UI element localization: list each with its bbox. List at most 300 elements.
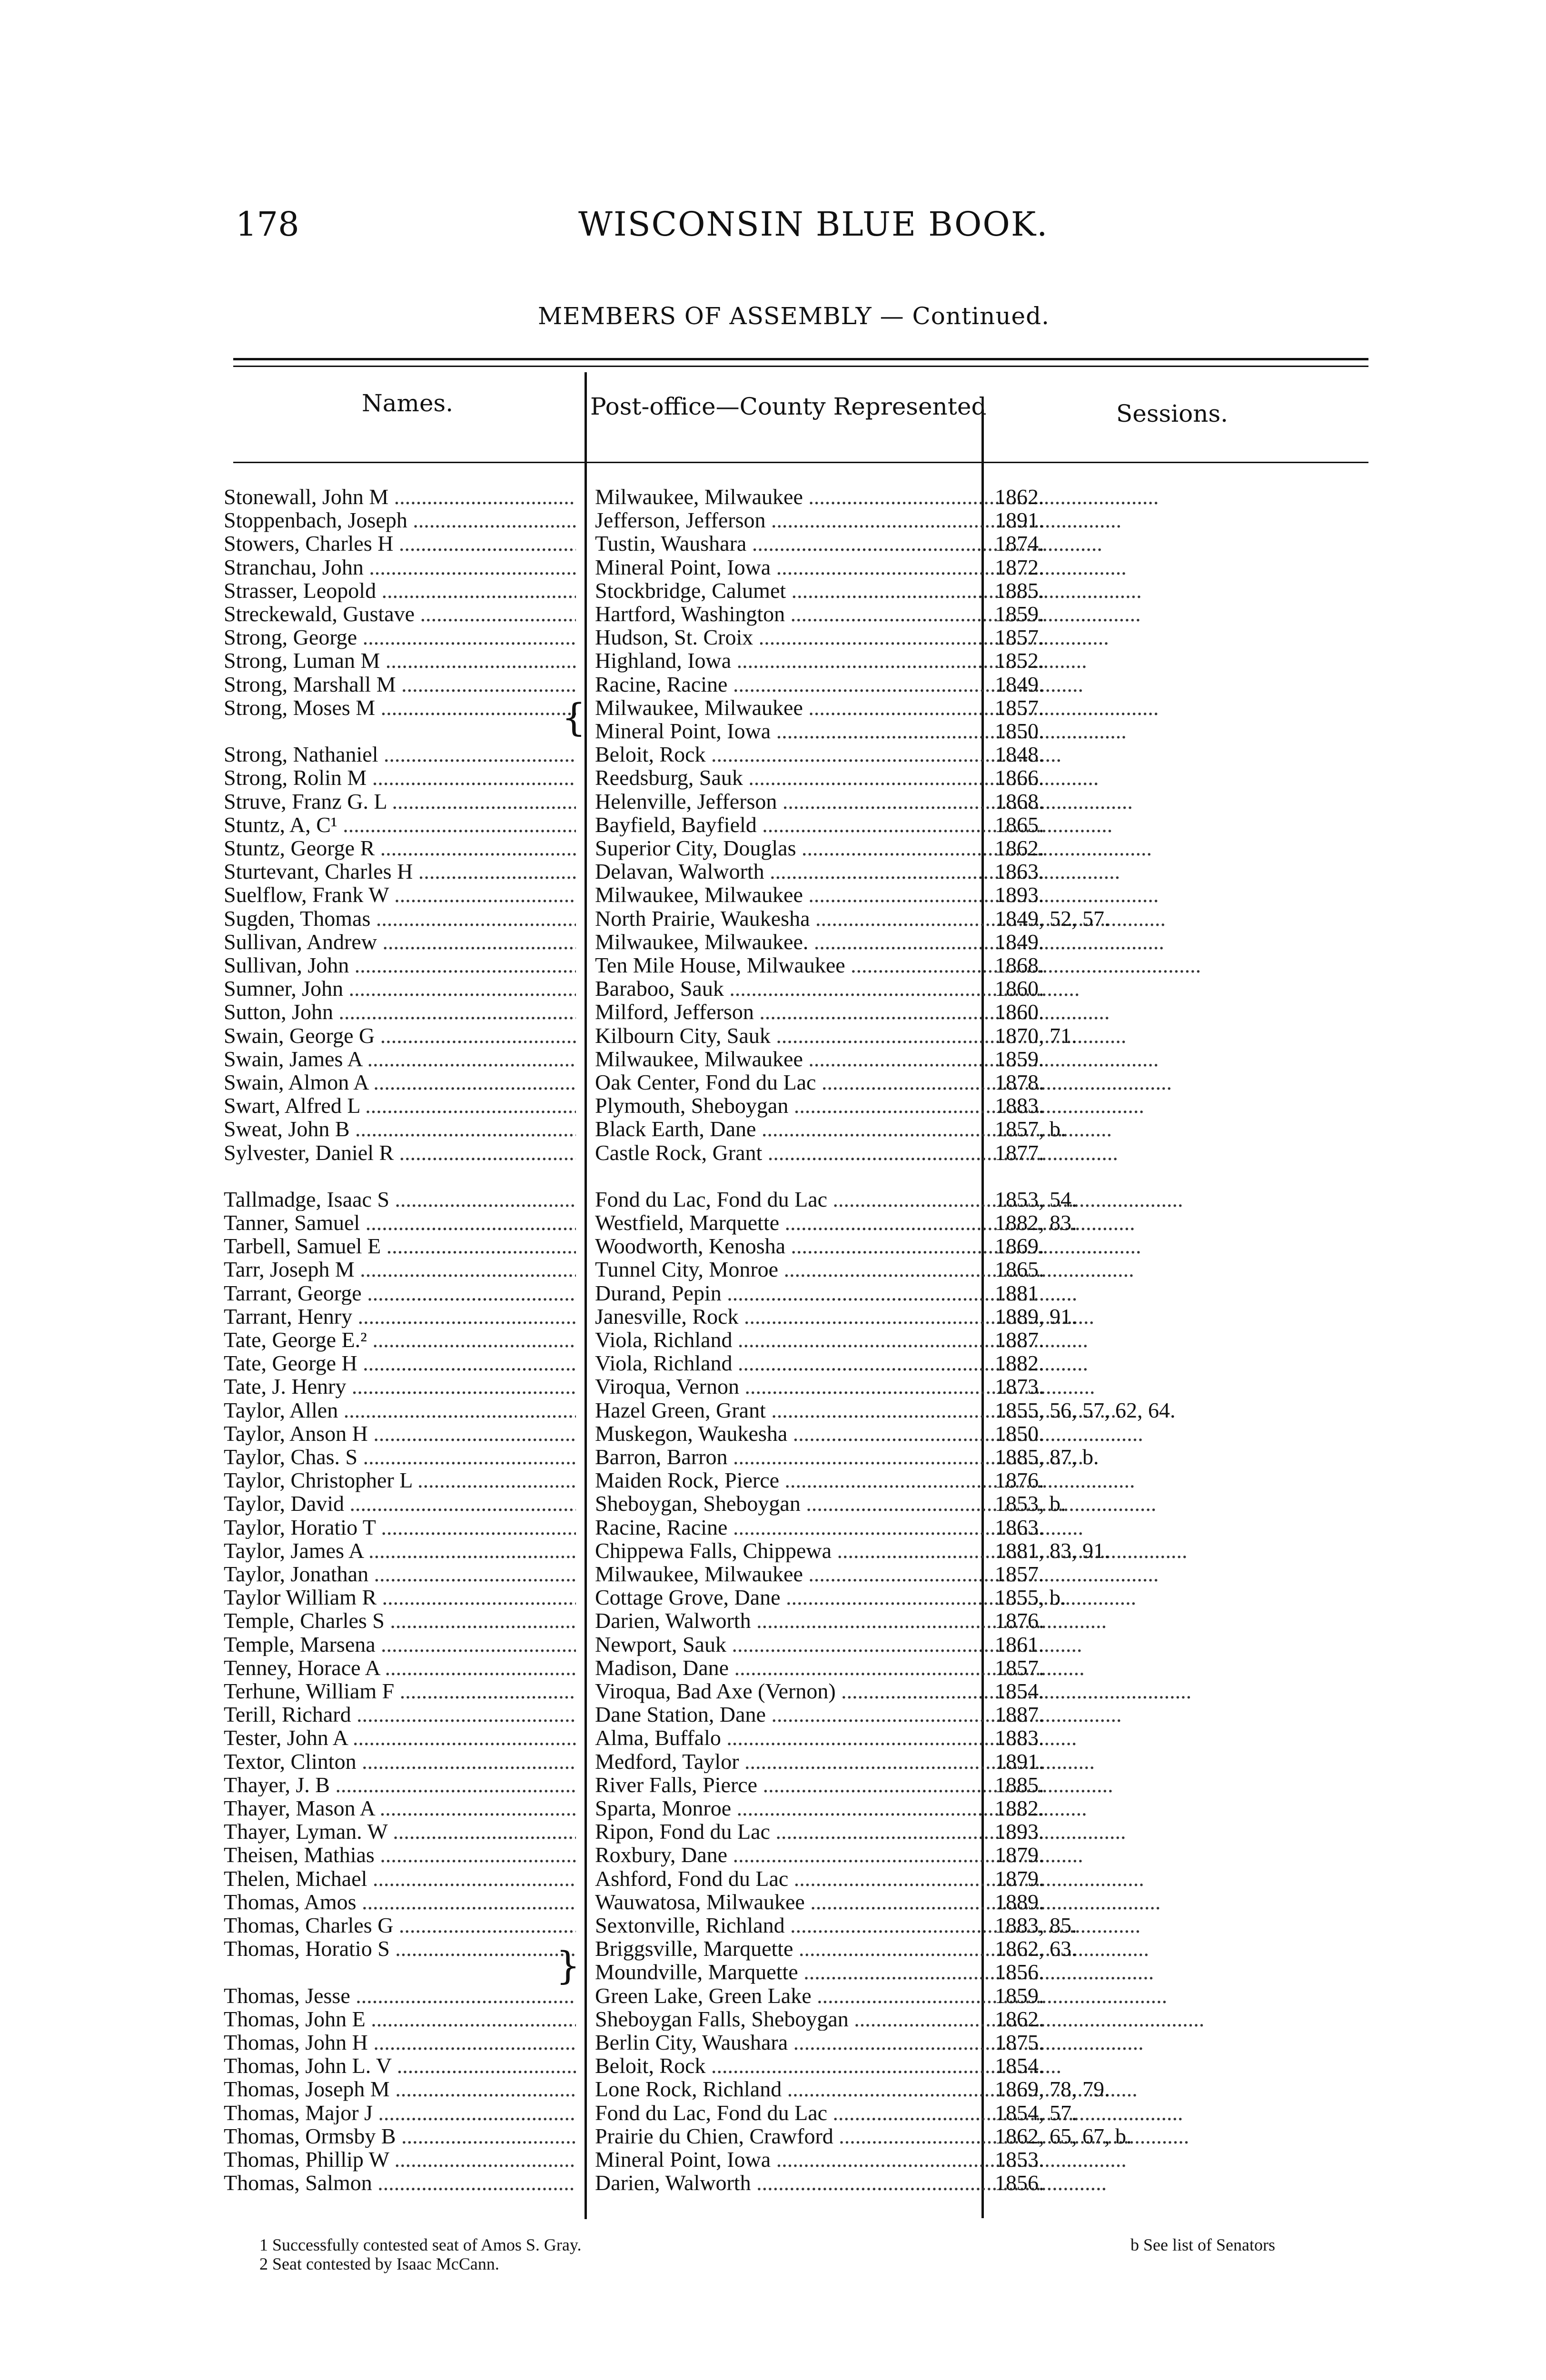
member-sessions: 1868. xyxy=(995,789,1044,813)
member-row xyxy=(224,509,1376,532)
member-post-office: Milwaukee, Milwaukee ..... xyxy=(595,486,1209,509)
member-name: Streckewald, Gustave ..... xyxy=(224,603,576,626)
member-name: Sweat, John B ..... xyxy=(224,1118,576,1141)
member-row xyxy=(224,603,1376,626)
member-row xyxy=(224,1563,1376,1586)
member-sessions: 1893. xyxy=(995,1819,1044,1844)
member-name: Thayer, Mason A ..... xyxy=(224,1797,576,1820)
member-post-office: Sheboygan, Sheboygan ..... xyxy=(595,1492,1209,1516)
member-row xyxy=(224,626,1376,649)
member-name: Tate, George H ..... xyxy=(224,1352,576,1375)
member-sessions: 1875. xyxy=(995,2030,1044,2054)
member-name: Tarbell, Samuel E ..... xyxy=(224,1235,576,1258)
member-sessions: 1874. xyxy=(995,531,1044,556)
member-sessions: 1859. xyxy=(995,1983,1044,2008)
member-post-office: North Prairie, Waukesha ..... xyxy=(595,907,1209,931)
member-post-office: Baraboo, Sauk ..... xyxy=(595,977,1209,1001)
member-name: Thomas, Phillip W ..... xyxy=(224,2148,576,2172)
member-name: Stuntz, George R ..... xyxy=(224,837,576,860)
member-sessions: 1869, 78, 79. xyxy=(995,2077,1110,2102)
member-post-office: Sheboygan Falls, Sheboygan ..... xyxy=(595,2008,1209,2031)
member-post-office: Milwaukee, Milwaukee. ..... xyxy=(595,931,1209,954)
member-name: Swain, Almon A ..... xyxy=(224,1071,576,1094)
member-name: Sturtevant, Charles H ..... xyxy=(224,860,576,883)
member-post-office: Beloit, Rock ..... xyxy=(595,743,1209,766)
member-sessions: 1885. xyxy=(995,1772,1044,1797)
member-name: Strong, Nathaniel ..... xyxy=(224,743,576,766)
member-sessions: 1863. xyxy=(995,1515,1044,1539)
member-row xyxy=(224,1937,1376,1961)
member-row xyxy=(224,486,1376,509)
member-row xyxy=(224,1399,1376,1422)
member-row xyxy=(224,1024,1376,1048)
member-sessions: 1860. xyxy=(995,976,1044,1001)
member-name: Taylor, Chas. S ..... xyxy=(224,1446,576,1469)
member-post-office: Lone Rock, Richland ..... xyxy=(595,2078,1209,2101)
member-post-office: Darien, Walworth ..... xyxy=(595,1609,1209,1633)
member-post-office: Fond du Lac, Fond du Lac ..... xyxy=(595,2102,1209,2125)
member-sessions: 1883. xyxy=(995,1726,1044,1750)
member-name: Sylvester, Daniel R ..... xyxy=(224,1141,576,1165)
member-sessions: 1857. xyxy=(995,1655,1044,1680)
member-sessions: 1854, 57. xyxy=(995,2100,1077,2125)
member-name: Thomas, Amos ..... xyxy=(224,1891,576,1914)
member-sessions: 1869. xyxy=(995,1234,1044,1259)
member-post-office: River Falls, Pierce ..... xyxy=(595,1774,1209,1797)
member-row xyxy=(224,2148,1376,2172)
member-sessions: 1889, 91. xyxy=(995,1304,1077,1329)
member-post-office: Reedsburg, Sauk ..... xyxy=(595,766,1209,790)
member-name: Sullivan, Andrew ..... xyxy=(224,931,576,954)
member-post-office: Briggsville, Marquette ..... xyxy=(595,1937,1209,1961)
member-row xyxy=(224,1984,1376,2008)
member-row xyxy=(224,1282,1376,1305)
member-row xyxy=(224,579,1376,603)
member-sessions: 1860. xyxy=(995,1000,1044,1024)
member-name: Thelen, Michael ..... xyxy=(224,1867,576,1891)
member-name: Temple, Marsena ..... xyxy=(224,1633,576,1656)
member-post-office: Darien, Walworth ..... xyxy=(595,2172,1209,2195)
member-post-office: Durand, Pepin ..... xyxy=(595,1282,1209,1305)
member-post-office: Mineral Point, Iowa ..... xyxy=(595,556,1209,579)
member-post-office: Milwaukee, Milwaukee ..... xyxy=(595,883,1209,907)
member-row xyxy=(224,1422,1376,1446)
member-post-office: Ashford, Fond du Lac ..... xyxy=(595,1867,1209,1891)
member-name: Taylor, Anson H ..... xyxy=(224,1422,576,1446)
member-name: Tarrant, George ..... xyxy=(224,1282,576,1305)
member-name: Taylor, Christopher L ..... xyxy=(224,1469,576,1492)
member-post-office: Madison, Dane ..... xyxy=(595,1656,1209,1680)
member-row xyxy=(224,1703,1376,1726)
member-sessions: 1870, 71. xyxy=(995,1023,1077,1048)
member-sessions: 1882. xyxy=(995,1796,1044,1820)
member-row xyxy=(224,1211,1376,1235)
book-title: WISCONSIN BLUE BOOK. xyxy=(578,205,1049,244)
member-sessions: 1848. xyxy=(995,742,1044,767)
member-name: Thayer, Lyman. W ..... xyxy=(224,1820,576,1844)
member-name: Suelflow, Frank W ..... xyxy=(224,883,576,907)
member-row xyxy=(224,1001,1376,1024)
member-sessions: 1849, 52, 57. xyxy=(995,906,1110,931)
member-name: Tallmadge, Isaac S ..... xyxy=(224,1188,576,1211)
member-name: Taylor, David ..... xyxy=(224,1492,576,1516)
member-name: Swain, George G ..... xyxy=(224,1024,576,1048)
member-post-office: Jefferson, Jefferson ..... xyxy=(595,509,1209,532)
member-name: Stranchau, John ..... xyxy=(224,556,576,579)
member-name: Tarr, Joseph M ..... xyxy=(224,1258,576,1281)
member-sessions: 1857, b. xyxy=(995,1117,1066,1141)
member-post-office: Wauwatosa, Milwaukee ..... xyxy=(595,1891,1209,1914)
member-row xyxy=(224,954,1376,977)
member-post-office: Medford, Taylor ..... xyxy=(595,1750,1209,1774)
member-sessions: 1889. xyxy=(995,1889,1044,1914)
member-sessions: 1882, 83. xyxy=(995,1210,1077,1235)
member-name: Sumner, John ..... xyxy=(224,977,576,1001)
member-name: Taylor, James A ..... xyxy=(224,1539,576,1563)
member-name: Strong, Marshall M ..... xyxy=(224,673,576,696)
member-post-office: Bayfield, Bayfield ..... xyxy=(595,813,1209,837)
member-post-office: Mineral Point, Iowa ..... xyxy=(595,720,1209,743)
member-row xyxy=(224,766,1376,790)
member-post-office: Westfield, Marquette ..... xyxy=(595,1211,1209,1235)
member-sessions: 1876. xyxy=(995,1608,1044,1633)
member-name: Swain, James A ..... xyxy=(224,1048,576,1071)
member-sessions: 1866. xyxy=(995,765,1044,790)
member-post-office: Milford, Jefferson ..... xyxy=(595,1001,1209,1024)
member-sessions: 1865. xyxy=(995,1257,1044,1282)
member-name: Sutton, John ..... xyxy=(224,1001,576,1024)
member-row xyxy=(224,1446,1376,1469)
brace-thomas-horatio: } xyxy=(556,1944,580,1988)
member-name: Tate, George E.² ..... xyxy=(224,1329,576,1352)
member-row xyxy=(224,1680,1376,1703)
names-column-header: Names. xyxy=(362,389,454,417)
member-post-office: Viroqua, Bad Axe (Vernon) ..... xyxy=(595,1680,1209,1703)
member-sessions: 1881 xyxy=(995,1280,1039,1305)
member-row xyxy=(224,2102,1376,2125)
member-row xyxy=(224,2008,1376,2031)
member-sessions: 1883, 85. xyxy=(995,1913,1077,1937)
member-name: Terill, Richard ..... xyxy=(224,1703,576,1726)
member-post-office: Woodworth, Kenosha ..... xyxy=(595,1235,1209,1258)
sessions-column-header: Sessions. xyxy=(1116,400,1229,427)
member-post-office: Plymouth, Sheboygan ..... xyxy=(595,1094,1209,1118)
member-name: Thomas, Horatio S ..... xyxy=(224,1937,576,1961)
member-row xyxy=(224,931,1376,954)
member-sessions: 1862. xyxy=(995,2006,1044,2031)
member-name: Taylor, Allen ..... xyxy=(224,1399,576,1422)
page-number: 178 xyxy=(236,205,299,244)
member-post-office: Oak Center, Fond du Lac ..... xyxy=(595,1071,1209,1094)
member-name: Temple, Charles S ..... xyxy=(224,1609,576,1633)
member-row xyxy=(224,1469,1376,1492)
member-post-office: Barron, Barron ..... xyxy=(595,1446,1209,1469)
member-name: Stowers, Charles H ..... xyxy=(224,532,576,555)
member-row xyxy=(224,1609,1376,1633)
member-row xyxy=(224,837,1376,860)
member-row xyxy=(224,790,1376,813)
member-row xyxy=(224,556,1376,579)
member-row xyxy=(224,1656,1376,1680)
member-sessions: 1878. xyxy=(995,1070,1044,1094)
member-row xyxy=(224,2054,1376,2078)
member-post-office: Maiden Rock, Pierce ..... xyxy=(595,1469,1209,1492)
member-name: Thomas, John L. V ..... xyxy=(224,2054,576,2078)
member-row xyxy=(224,2078,1376,2101)
member-name: Swart, Alfred L ..... xyxy=(224,1094,576,1118)
member-row xyxy=(224,1329,1376,1352)
member-name: Strong, Moses M ..... xyxy=(224,696,576,720)
member-sessions: 1856. xyxy=(995,1960,1044,1984)
member-name: Thomas, John E ..... xyxy=(224,2008,576,2031)
member-name: Tester, John A ..... xyxy=(224,1726,576,1750)
footnote-b: b See list of Senators xyxy=(1130,2235,1275,2254)
member-row xyxy=(224,1539,1376,1563)
member-row xyxy=(224,977,1376,1001)
member-post-office: Mineral Point, Iowa ..... xyxy=(595,2148,1209,2172)
member-name: Thomas, Jesse ..... xyxy=(224,1984,576,2008)
member-row xyxy=(224,1141,1376,1165)
member-name: Strong, George ..... xyxy=(224,626,576,649)
member-sessions: 1855, b. xyxy=(995,1585,1066,1610)
member-post-office: Milwaukee, Milwaukee ..... xyxy=(595,696,1209,720)
member-post-office: Hartford, Washington ..... xyxy=(595,603,1209,626)
member-row xyxy=(224,1844,1376,1867)
member-name: Stonewall, John M ..... xyxy=(224,486,576,509)
member-name: Textor, Clinton ..... xyxy=(224,1750,576,1774)
member-name: Struve, Franz G. L ..... xyxy=(224,790,576,813)
member-name: Thomas, Charles G ..... xyxy=(224,1914,576,1937)
member-name: Strong, Rolin M ..... xyxy=(224,766,576,790)
member-sessions: 1863. xyxy=(995,859,1044,884)
member-post-office: Milwaukee, Milwaukee ..... xyxy=(595,1048,1209,1071)
member-name: Strong, Luman M ..... xyxy=(224,649,576,673)
member-post-office: Viola, Richland ..... xyxy=(595,1352,1209,1375)
member-sessions: 1854. xyxy=(995,1679,1044,1703)
member-row xyxy=(224,1094,1376,1118)
member-row xyxy=(224,1586,1376,1609)
member-row xyxy=(224,532,1376,555)
member-sessions: 1882. xyxy=(995,1351,1044,1376)
member-row xyxy=(224,720,1376,743)
member-post-office: Helenville, Jefferson ..... xyxy=(595,790,1209,813)
member-name: Thomas, Salmon ..... xyxy=(224,2172,576,2195)
member-post-office: Tustin, Waushara ..... xyxy=(595,532,1209,555)
member-name: Thomas, John H ..... xyxy=(224,2031,576,2054)
member-row xyxy=(224,860,1376,883)
member-row xyxy=(224,1071,1376,1094)
member-row xyxy=(224,1492,1376,1516)
member-row xyxy=(224,1235,1376,1258)
member-row xyxy=(224,1352,1376,1375)
member-name: Tate, J. Henry ..... xyxy=(224,1375,576,1398)
member-post-office: Stockbridge, Calumet ..... xyxy=(595,579,1209,603)
member-sessions: 1854. xyxy=(995,2053,1044,2078)
member-post-office: Fond du Lac, Fond du Lac ..... xyxy=(595,1188,1209,1211)
member-row xyxy=(224,649,1376,673)
member-row xyxy=(224,1305,1376,1329)
member-sessions: 1853, 54. xyxy=(995,1187,1077,1211)
member-post-office: Alma, Buffalo ..... xyxy=(595,1726,1209,1750)
member-row xyxy=(224,1750,1376,1774)
member-post-office: Sparta, Monroe ..... xyxy=(595,1797,1209,1820)
member-post-office: Chippewa Falls, Chippewa ..... xyxy=(595,1539,1209,1563)
member-post-office: Janesville, Rock ..... xyxy=(595,1305,1209,1329)
member-row xyxy=(224,1188,1376,1211)
member-row xyxy=(224,1048,1376,1071)
member-row xyxy=(224,1633,1376,1656)
brace-strong-moses: { xyxy=(562,695,586,740)
member-sessions: 1885, 87, b. xyxy=(995,1445,1099,1469)
member-post-office: Ripon, Fond du Lac ..... xyxy=(595,1820,1209,1844)
member-row xyxy=(224,1914,1376,1937)
member-post-office: Ten Mile House, Milwaukee ..... xyxy=(595,954,1209,977)
member-post-office: Delavan, Walworth ..... xyxy=(595,860,1209,883)
member-sessions: 1873. xyxy=(995,1374,1044,1399)
member-sessions: 1893. xyxy=(995,883,1044,907)
member-row xyxy=(224,883,1376,907)
member-sessions: 1859. xyxy=(995,602,1044,626)
member-name: Thomas, Joseph M ..... xyxy=(224,2078,576,2101)
member-post-office: Hudson, St. Croix ..... xyxy=(595,626,1209,649)
member-row xyxy=(224,1820,1376,1844)
member-post-office: Black Earth, Dane ..... xyxy=(595,1118,1209,1141)
member-row xyxy=(224,1726,1376,1750)
member-sessions: 1876. xyxy=(995,1468,1044,1493)
member-sessions: 1862. xyxy=(995,836,1044,860)
member-sessions: 1891. xyxy=(995,508,1044,533)
member-post-office: Superior City, Douglas ..... xyxy=(595,837,1209,860)
member-sessions: 1853, b. xyxy=(995,1491,1066,1516)
member-sessions: 1849. xyxy=(995,929,1044,954)
member-row xyxy=(224,2031,1376,2054)
member-sessions: 1853. xyxy=(995,2147,1044,2172)
footnote-2: 2 Seat contested by Isaac McCann. xyxy=(259,2254,499,2273)
member-name: Stoppenbach, Joseph ..... xyxy=(224,509,576,532)
member-sessions: 1887. xyxy=(995,1702,1044,1727)
member-row xyxy=(224,2172,1376,2195)
member-post-office: Tunnel City, Monroe ..... xyxy=(595,1258,1209,1281)
footnote-1: 1 Successfully contested seat of Amos S. Gray. xyxy=(259,2235,582,2254)
member-post-office: Castle Rock, Grant ..... xyxy=(595,1141,1209,1165)
member-sessions: 1862, 63. xyxy=(995,1936,1077,1961)
member-name: Sullivan, John ..... xyxy=(224,954,576,977)
member-row xyxy=(224,696,1376,720)
member-row xyxy=(224,813,1376,837)
post-office-column-header: Post-office—County Represented xyxy=(590,393,987,420)
member-row xyxy=(224,1961,1376,1984)
section-title: MEMBERS OF ASSEMBLY — Continued. xyxy=(538,302,1050,330)
member-row xyxy=(224,743,1376,766)
member-sessions: 1850. xyxy=(995,1421,1044,1446)
member-name: Thomas, Major J ..... xyxy=(224,2102,576,2125)
member-post-office: Viola, Richland ..... xyxy=(595,1329,1209,1352)
member-sessions: 1856. xyxy=(995,2171,1044,2195)
member-sessions: 1859. xyxy=(995,1046,1044,1071)
member-name: Terhune, William F ..... xyxy=(224,1680,576,1703)
member-sessions: 1862, 65, 67, b. xyxy=(995,2123,1132,2148)
member-name: Thayer, J. B ..... xyxy=(224,1774,576,1797)
member-post-office: Moundville, Marquette ..... xyxy=(595,1961,1209,1984)
member-sessions: 1857. xyxy=(995,625,1044,650)
member-row xyxy=(224,2125,1376,2148)
member-row xyxy=(224,673,1376,696)
member-name: Sugden, Thomas ..... xyxy=(224,907,576,931)
member-name: Thomas, Ormsby B ..... xyxy=(224,2125,576,2148)
member-row xyxy=(224,1891,1376,1914)
member-sessions: 1877. xyxy=(995,1140,1044,1165)
top-rule xyxy=(233,358,1368,360)
member-post-office: Racine, Racine ..... xyxy=(595,1516,1209,1539)
member-row xyxy=(224,1797,1376,1820)
member-name: Taylor, Horatio T ..... xyxy=(224,1516,576,1539)
member-name: Taylor William R ..... xyxy=(224,1586,576,1609)
header-rule xyxy=(233,462,1368,463)
member-post-office: Viroqua, Vernon ..... xyxy=(595,1375,1209,1398)
member-sessions: 1852. xyxy=(995,648,1044,673)
member-sessions: 1885. xyxy=(995,578,1044,603)
member-post-office: Roxbury, Dane ..... xyxy=(595,1844,1209,1867)
member-row xyxy=(224,1375,1376,1398)
member-post-office: Sextonville, Richland ..... xyxy=(595,1914,1209,1937)
member-sessions: 1881, 83, 91. xyxy=(995,1538,1110,1563)
member-post-office: Racine, Racine ..... xyxy=(595,673,1209,696)
member-post-office: Dane Station, Dane ..... xyxy=(595,1703,1209,1726)
member-sessions: 1872. xyxy=(995,555,1044,579)
member-sessions: 1855, 56, 57, 62, 64. xyxy=(995,1398,1176,1422)
member-name: Tarrant, Henry ..... xyxy=(224,1305,576,1329)
member-sessions: 1865. xyxy=(995,812,1044,837)
member-row xyxy=(224,1118,1376,1141)
member-row xyxy=(224,1867,1376,1891)
top-rule-2 xyxy=(233,366,1368,367)
member-sessions: 1879. xyxy=(995,1843,1044,1867)
member-row xyxy=(224,1774,1376,1797)
member-sessions: 1891. xyxy=(995,1749,1044,1774)
member-name: Tenney, Horace A ..... xyxy=(224,1656,576,1680)
member-sessions: 1849. xyxy=(995,672,1044,696)
member-sessions: 1861. xyxy=(995,1632,1044,1656)
member-post-office: Newport, Sauk ..... xyxy=(595,1633,1209,1656)
member-name: Tanner, Samuel ..... xyxy=(224,1211,576,1235)
member-sessions: 1879. xyxy=(995,1866,1044,1891)
member-sessions: 1850. xyxy=(995,719,1044,743)
member-row xyxy=(224,1258,1376,1281)
member-sessions: 1887. xyxy=(995,1328,1044,1352)
member-name: Theisen, Mathias ..... xyxy=(224,1844,576,1867)
member-post-office: Berlin City, Waushara ..... xyxy=(595,2031,1209,2054)
member-sessions: 1857. xyxy=(995,695,1044,720)
member-sessions: 1862. xyxy=(995,485,1044,509)
member-name: Strasser, Leopold ..... xyxy=(224,579,576,603)
member-sessions: 1857. xyxy=(995,1562,1044,1586)
member-post-office: Prairie du Chien, Crawford ..... xyxy=(595,2125,1209,2148)
member-post-office: Muskegon, Waukesha ..... xyxy=(595,1422,1209,1446)
member-row xyxy=(224,907,1376,931)
member-post-office: Cottage Grove, Dane ..... xyxy=(595,1586,1209,1609)
member-sessions: 1883. xyxy=(995,1093,1044,1118)
member-post-office: Beloit, Rock ..... xyxy=(595,2054,1209,2078)
member-name: Stuntz, A, C¹ ..... xyxy=(224,813,576,837)
member-name: Taylor, Jonathan ..... xyxy=(224,1563,576,1586)
member-row xyxy=(224,1516,1376,1539)
member-post-office: Highland, Iowa ..... xyxy=(595,649,1209,673)
member-sessions: 1868. xyxy=(995,953,1044,977)
member-post-office: Hazel Green, Grant ..... xyxy=(595,1399,1209,1422)
member-post-office: Milwaukee, Milwaukee ..... xyxy=(595,1563,1209,1586)
member-post-office: Green Lake, Green Lake ..... xyxy=(595,1984,1209,2008)
member-post-office: Kilbourn City, Sauk ..... xyxy=(595,1024,1209,1048)
